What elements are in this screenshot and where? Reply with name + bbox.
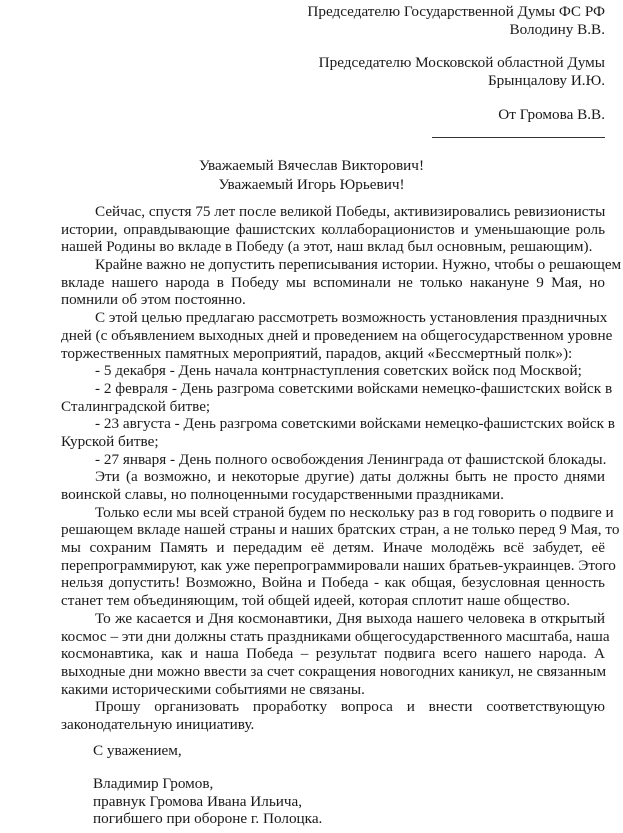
paragraph-line: дней (с объявлением выходных дней и проведением на общегосударственном уровне [61, 326, 613, 344]
paragraph-line: То же касается и Дня космонавтики, Дня выхода нашего человека в открытый [95, 609, 605, 627]
paragraph-line: нашей Родины во вкладе в Победу (а этот, наш вклад был основным, решающим). [61, 238, 593, 256]
paragraph [61, 379, 613, 415]
salutation-line: Уважаемый Вячеслав Викторович! [198, 157, 424, 174]
paragraph [61, 256, 622, 309]
paragraph-line: торжественных памятных мероприятий, парадов, акций «Бессмертный полк»): [61, 344, 573, 362]
paragraph-line: перепрограммируют, как уже перепрограммировали наших братьев-украинцев. Этого [61, 556, 616, 574]
closing: С уважением, [93, 742, 182, 759]
paragraph-line: нельзя допустить! Возможно, Война и Победа - как общая, безусловная ценность [61, 574, 605, 592]
recipient-2-name: Брынцалову И.Ю. [487, 72, 605, 89]
signature-line: правнук Громова Ивана Ильича, [93, 792, 303, 810]
paragraph-line: - 27 января - День полного освобождения Ленинграда от фашистской блокады. [95, 450, 607, 468]
paragraph-line: законодательную инициативу. [61, 715, 255, 733]
paragraph [61, 609, 610, 698]
signature-line [432, 137, 605, 138]
paragraph-line: выходные дни можно ввести за счет сокращения новогодних каникул, не связанным [61, 662, 607, 680]
recipient-2-title: Председателю Московской областной Думы [318, 54, 605, 71]
paragraph-line: космос – эти дни должны стать праздниками общегосударственного масштаба, наша [61, 627, 610, 645]
paragraph-line: С этой целью предлагаю рассмотреть возможность установления праздничных [95, 309, 608, 327]
recipient-1-title: Председателю Государственной Думы ФС РФ [307, 3, 605, 20]
paragraph [61, 503, 620, 610]
paragraph-line: помнили об этом постоянно. [61, 291, 246, 309]
recipient-1 [307, 3, 605, 39]
paragraph [61, 362, 605, 380]
paragraph-line: какими историческими событиями не связаны. [61, 680, 365, 698]
salutation [0, 157, 623, 194]
signature [93, 775, 322, 828]
sender: От Громова В.В. [498, 106, 605, 123]
paragraph-line: Только если мы всей страной будем по нескольку раз в год говорить о подвиге и [95, 503, 614, 521]
paragraph-line: истории, оправдывающие фашистских коллаборационистов и уменьшающие роль [61, 220, 605, 238]
signature-line: погибшего при обороне г. Полоцка. [93, 810, 323, 828]
paragraph-line: станет тем объединяющим, той общей идеей, которая сплотит наше общество. [61, 592, 571, 610]
paragraph [61, 309, 613, 362]
paragraph [61, 203, 605, 256]
paragraph-line: Сталинградской битве; [61, 397, 211, 415]
paragraph-line: воинской славы, но полноценными государственными праздниками. [61, 486, 504, 503]
paragraph-line: Эти (а возможно, и некоторые другие) даты должны быть не просто днями [95, 468, 605, 486]
paragraph [61, 698, 605, 733]
paragraph-line: - 23 августа - День разгрома советскими войсками немецко-фашистских войск в [95, 415, 615, 433]
salutation-line: Уважаемый Игорь Юрьевич! [218, 175, 405, 193]
paragraph-line: Сейчас, спустя 75 лет после великой Победы, активизировались ревизионисты [95, 203, 606, 220]
paragraph-line: Курской битве; [61, 432, 159, 450]
paragraph-line: - 5 декабря - День начала контрнаступления советских войск под Москвой; [95, 362, 582, 380]
paragraph-line: космонавтика, как и наша Победа – результат подвига всего нашего народа. А [61, 645, 605, 663]
paragraph-line: - 2 февраля - День разгрома советскими войсками немецко-фашистских войск в [95, 379, 613, 397]
paragraph-line: вкладе нашего народа в Победу мы вспоминали не только накануне 9 Мая, но [61, 273, 605, 291]
recipient-1-name: Володину В.В. [509, 21, 605, 38]
paragraph-line: решающем вкладе нашей страны и наших братских стран, а не только перед 9 Мая, то [61, 521, 620, 539]
paragraph [61, 415, 615, 450]
paragraph-line: Прошу организовать проработку вопроса и внести соответствующую [95, 698, 605, 716]
paragraph [61, 468, 605, 503]
recipient-2 [319, 54, 605, 90]
paragraph [61, 451, 605, 469]
signature-line: Владимир Громов, [93, 775, 214, 792]
letter-body [61, 203, 622, 734]
paragraph-line: Крайне важно не допустить переписывания истории. Нужно, чтобы о решающем [95, 256, 622, 274]
paragraph-line: мы сохраним Память и передадим её детям. Иначе молодёжь всё забудет, её [61, 539, 605, 557]
